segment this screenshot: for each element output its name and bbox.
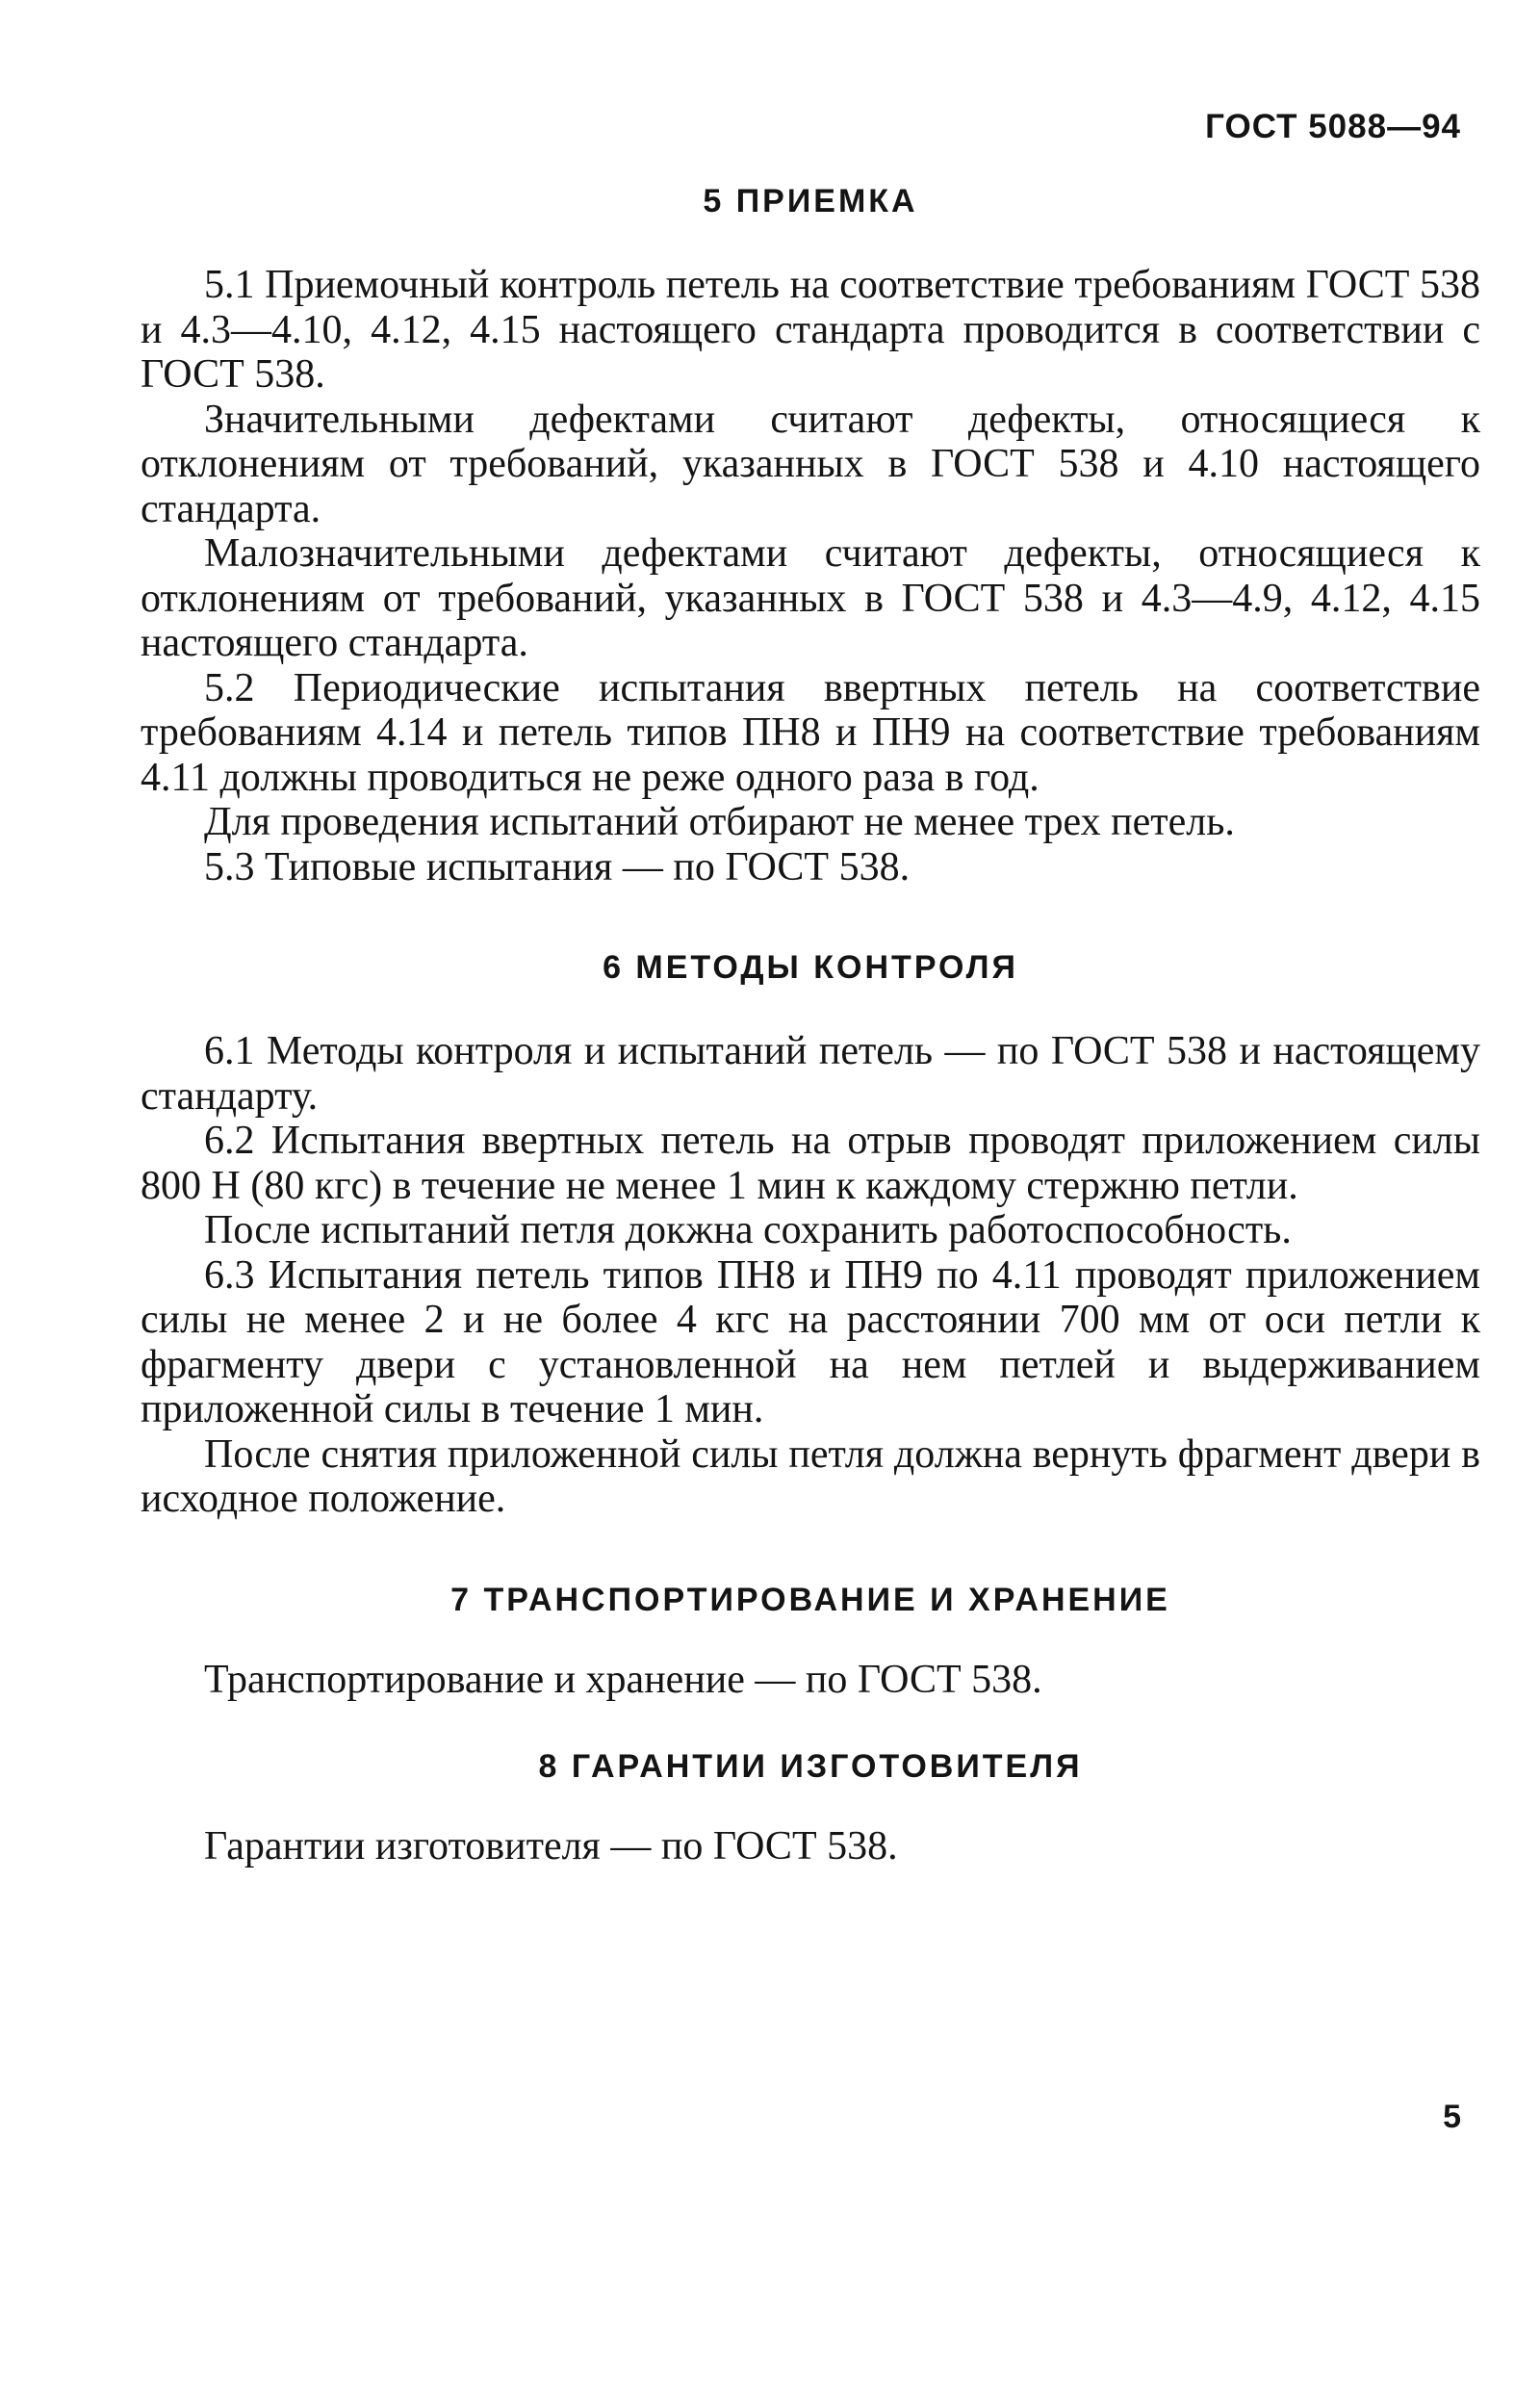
section-title: 5 ПРИЕМКА xyxy=(703,183,918,219)
document-header: ГОСТ 5088—94 xyxy=(1205,108,1461,145)
paragraph: 6.2 Испытания ввертных петель на отрыв проводят приложением силы 800 Н (80 кгс) в течение не менее 1 мин к каждому стержню петли. xyxy=(141,1119,1480,1208)
paragraph: Малозначительными дефектами считают дефекты, относящиеся к отклонениям от требований, указанных в ГОСТ 538 и 4.3—4.9, 4.12, 4.15 настоящего стандарта. xyxy=(141,531,1480,665)
paragraph: Для проведения испытаний отбирают не менее трех петель. xyxy=(204,800,1235,844)
section-control-methods xyxy=(141,949,1480,1522)
document-body xyxy=(141,183,1480,1869)
paragraph: 5.2 Периодические испытания ввертных петель на соответствие требованиям 4.14 и петель типов ПН8 и ПН9 на соответствие требованиям 4.11 должны проводиться не реже одного раза в год. xyxy=(141,665,1480,800)
section-title: 7 ТРАНСПОРТИРОВАНИЕ И ХРАНЕНИЕ xyxy=(450,1581,1170,1618)
paragraph: 5.3 Типовые испытания — по ГОСТ 538. xyxy=(204,844,911,889)
paragraph: Транспортирование и хранение — по ГОСТ 538. xyxy=(204,1657,1042,1702)
section-acceptance xyxy=(141,183,1480,889)
paragraph: Гарантии изготовителя — по ГОСТ 538. xyxy=(204,1824,898,1869)
section-title: 8 ГАРАНТИИ ИЗГОТОВИТЕЛЯ xyxy=(538,1748,1083,1785)
section-title: 6 МЕТОДЫ КОНТРОЛЯ xyxy=(603,949,1018,986)
paragraph: 6.3 Испытания петель типов ПН8 и ПН9 по 4.11 проводят приложением силы не менее 2 и не более 4 кгс на расстоянии 700 мм от оси петли к фрагменту двери с установленной на нем петлей и выдерживанием приложенной силы в течение 1 мин. xyxy=(141,1252,1480,1431)
paragraph: После испытаний петля докжна сохранить работоспособность. xyxy=(204,1208,1292,1252)
section-transport-storage xyxy=(141,1582,1480,1703)
paragraph: 6.1 Методы контроля и испытаний петель — по ГОСТ 538 и настоящему стандарту. xyxy=(141,1029,1480,1119)
paragraph: 5.1 Приемочный контроль петель на соответствие требованиям ГОСТ 538 и 4.3—4.10, 4.12, 4.15 настоящего стандарта проводится в соответствии с ГОСТ 538. xyxy=(141,263,1480,397)
paragraph: После снятия приложенной силы петля должна вернуть фрагмент двери в исходное положение. xyxy=(141,1431,1480,1521)
paragraph: Значительными дефектами считают дефекты, относящиеся к отклонениям от требований, указанных в ГОСТ 538 и 4.10 настоящего стандарта. xyxy=(141,397,1480,531)
section-manufacturer-warranty xyxy=(141,1748,1480,1869)
page-number: 5 xyxy=(1443,2099,1461,2135)
